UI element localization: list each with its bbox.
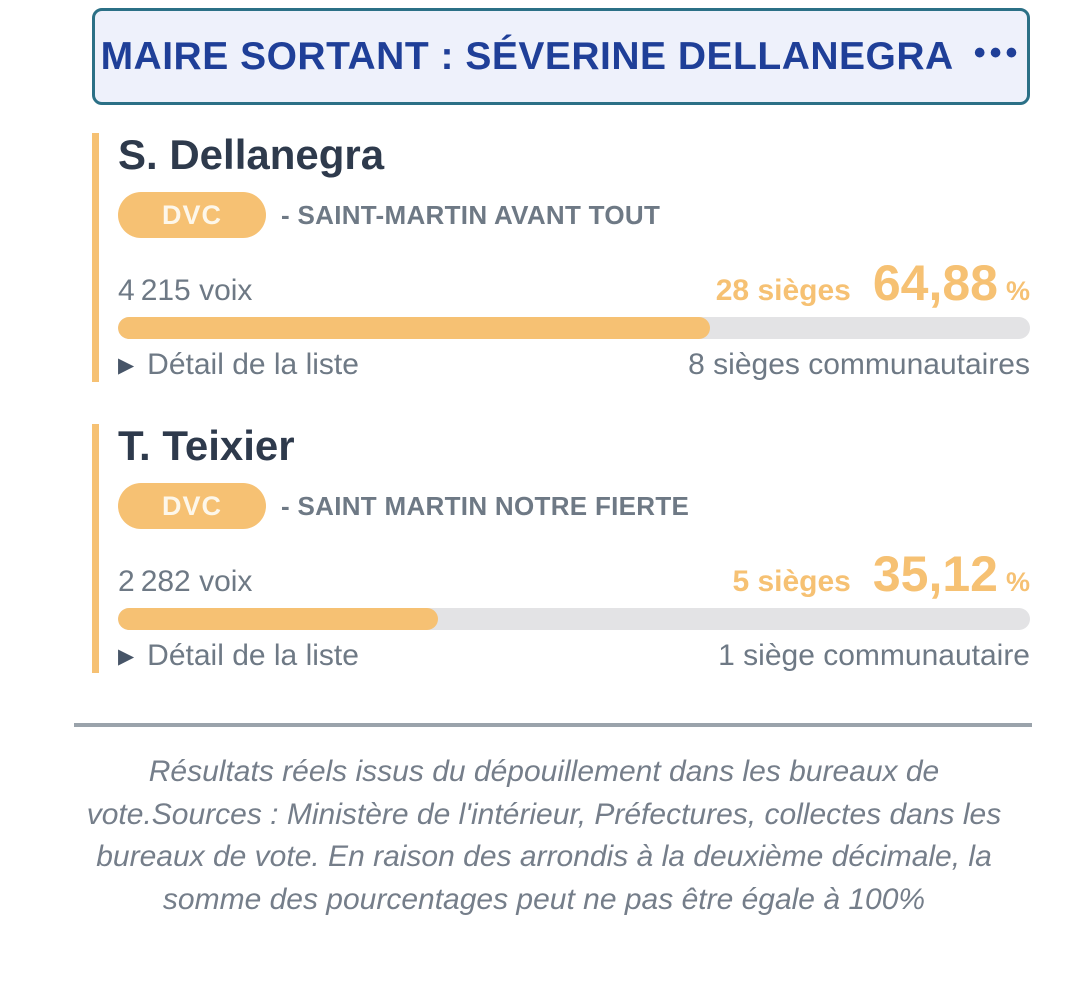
seats-count: 28 sièges <box>715 274 851 308</box>
seats-and-percent <box>732 546 1030 603</box>
candidate-name: S. Dellanegra <box>118 131 385 178</box>
divider <box>74 723 1032 727</box>
candidate-card <box>92 424 1030 673</box>
percent-sign: % <box>1005 276 1030 307</box>
stats-row <box>118 546 1030 603</box>
vote-share-fill <box>118 317 710 339</box>
seats-count: 5 sièges <box>732 565 851 599</box>
votes-count: 2 282 voix <box>118 565 253 599</box>
vote-percentage: 35,12 <box>872 546 998 603</box>
more-options-icon: ••• <box>973 33 1022 72</box>
list-name: - SAINT MARTIN NOTRE FIERTE <box>281 490 690 521</box>
candidate-card <box>92 133 1030 382</box>
badge-row <box>118 483 1030 529</box>
vote-share-track <box>118 608 1030 630</box>
list-detail-toggle[interactable] <box>118 639 359 673</box>
triangle-right-icon: ▶ <box>118 644 135 668</box>
detail-row <box>118 639 1030 673</box>
candidate-name: T. Teixier <box>118 422 295 470</box>
candidate-list <box>92 133 1030 673</box>
detail-label: Détail de la liste <box>147 639 359 673</box>
detail-label: Détail de la liste <box>147 348 359 382</box>
percent-sign: % <box>1005 567 1030 598</box>
incumbent-mayor-label: MAIRE SORTANT : SÉVERINE DELLANEGRA <box>100 34 954 78</box>
list-detail-toggle[interactable] <box>118 348 359 382</box>
vote-share-track <box>118 317 1030 339</box>
detail-row <box>118 348 1030 382</box>
sources-disclaimer: Résultats réels issus du dépouillement dans les bureaux de vote.Sources : Ministère de l'intérieur, Préfectures, collectes dans les bureaux de vote. En raison des arrondis à la deuxième décimale, la somme des pourcentages peut ne pas être égale à 100% <box>86 755 1002 916</box>
community-seats: 1 siège communautaire <box>718 639 1030 673</box>
badge-row <box>118 192 1030 238</box>
triangle-right-icon: ▶ <box>118 353 135 377</box>
stats-row <box>118 255 1030 312</box>
votes-count: 4 215 voix <box>118 274 253 308</box>
vote-percentage: 64,88 <box>872 255 998 312</box>
election-results-panel <box>0 8 1080 922</box>
vote-share-fill <box>118 608 438 630</box>
party-badge: DVC <box>118 483 266 529</box>
list-name: - SAINT-MARTIN AVANT TOUT <box>281 199 661 230</box>
party-badge: DVC <box>118 192 266 238</box>
incumbent-mayor-button[interactable] <box>92 8 1030 105</box>
community-seats: 8 sièges communautaires <box>688 348 1030 382</box>
seats-and-percent <box>715 255 1030 312</box>
